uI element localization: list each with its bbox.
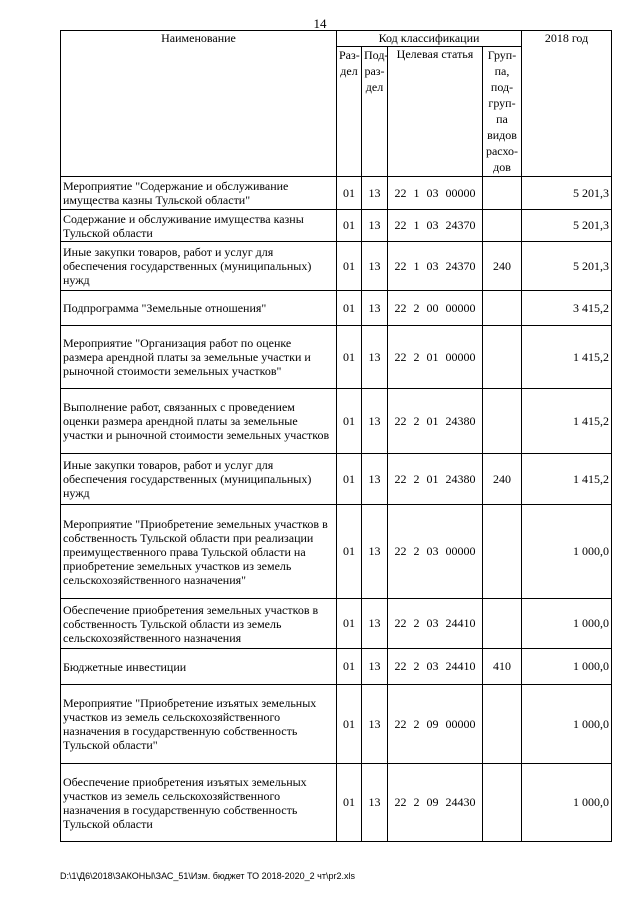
row-target: 22 2 01 00000	[388, 326, 483, 389]
row-amount: 1 415,2	[522, 454, 612, 505]
table-row	[61, 242, 612, 291]
header-target: Целевая статья	[388, 47, 483, 177]
table-row	[61, 389, 612, 454]
row-vr	[483, 389, 522, 454]
row-vr	[483, 505, 522, 599]
row-vr: 410	[483, 649, 522, 685]
row-amount: 1 000,0	[522, 764, 612, 842]
row-amount: 5 201,3	[522, 242, 612, 291]
row-name: Мероприятие "Приобретение земельных участков в собственность Тульской области при реализации преимущественного права Тульской области на приобретение земельных участков из земель сельскохозяйственного назначения"	[61, 505, 337, 599]
row-amount: 3 415,2	[522, 291, 612, 326]
row-podrazdel: 13	[362, 291, 388, 326]
row-razdel: 01	[337, 177, 362, 210]
row-amount: 1 000,0	[522, 599, 612, 649]
footer-file-path: D:\1\Д6\2018\ЗАКОНЫ\ЗАС_51\Изм. бюджет ТО 2018-2020_2 чт\pr2.xls	[60, 871, 355, 881]
row-razdel: 01	[337, 505, 362, 599]
row-podrazdel: 13	[362, 326, 388, 389]
row-razdel: 01	[337, 685, 362, 764]
row-podrazdel: 13	[362, 599, 388, 649]
table-row	[61, 326, 612, 389]
budget-table	[60, 30, 612, 842]
row-name: Мероприятие "Содержание и обслуживание имущества казны Тульской области"	[61, 177, 337, 210]
row-target: 22 2 03 24410	[388, 649, 483, 685]
row-razdel: 01	[337, 649, 362, 685]
header-code-group: Код классификации	[337, 31, 522, 47]
table-row	[61, 177, 612, 210]
row-target: 22 2 00 00000	[388, 291, 483, 326]
table-row	[61, 291, 612, 326]
row-name: Мероприятие "Приобретение изъятых земельных участков из земель сельскохозяйственного назначения в государственную собственность Тульской области"	[61, 685, 337, 764]
row-amount: 5 201,3	[522, 210, 612, 242]
table-row	[61, 210, 612, 242]
table-row	[61, 764, 612, 842]
row-amount: 1 000,0	[522, 649, 612, 685]
row-vr	[483, 764, 522, 842]
row-podrazdel: 13	[362, 389, 388, 454]
row-vr	[483, 326, 522, 389]
row-razdel: 01	[337, 326, 362, 389]
row-name: Иные закупки товаров, работ и услуг для обеспечения государственных (муниципальных) нужд	[61, 454, 337, 505]
row-vr: 240	[483, 454, 522, 505]
row-amount: 1 000,0	[522, 685, 612, 764]
header-name: Наименование	[61, 31, 337, 177]
table-header	[61, 31, 612, 177]
row-podrazdel: 13	[362, 177, 388, 210]
table-row	[61, 505, 612, 599]
row-podrazdel: 13	[362, 242, 388, 291]
row-podrazdel: 13	[362, 210, 388, 242]
row-razdel: 01	[337, 242, 362, 291]
row-podrazdel: 13	[362, 505, 388, 599]
row-amount: 1 415,2	[522, 326, 612, 389]
table-row	[61, 599, 612, 649]
row-razdel: 01	[337, 389, 362, 454]
row-target: 22 2 01 24380	[388, 454, 483, 505]
row-target: 22 2 09 24430	[388, 764, 483, 842]
row-vr	[483, 177, 522, 210]
row-target: 22 2 01 24380	[388, 389, 483, 454]
row-target: 22 1 03 24370	[388, 242, 483, 291]
row-razdel: 01	[337, 210, 362, 242]
row-podrazdel: 13	[362, 454, 388, 505]
row-name: Мероприятие "Организация работ по оценке размера арендной платы за земельные участки и рыночной стоимости земельных участков"	[61, 326, 337, 389]
header-podrazdel: Под- раз- дел	[362, 47, 388, 177]
row-razdel: 01	[337, 599, 362, 649]
row-razdel: 01	[337, 454, 362, 505]
row-vr	[483, 599, 522, 649]
row-vr	[483, 291, 522, 326]
row-name: Подпрограмма "Земельные отношения"	[61, 291, 337, 326]
page-number: 14	[313, 16, 327, 31]
row-name: Обеспечение приобретения изъятых земельных участков из земель сельскохозяйственного назначения в государственную собственность Тульской области	[61, 764, 337, 842]
table-row	[61, 685, 612, 764]
row-vr	[483, 210, 522, 242]
header-year: 2018 год	[522, 31, 612, 177]
row-amount: 1 000,0	[522, 505, 612, 599]
row-vr: 240	[483, 242, 522, 291]
row-vr	[483, 685, 522, 764]
header-group: Груп- па, под- груп- па видов расхо- дов	[483, 47, 522, 177]
row-podrazdel: 13	[362, 685, 388, 764]
row-target: 22 2 03 24410	[388, 599, 483, 649]
table-row	[61, 454, 612, 505]
row-razdel: 01	[337, 291, 362, 326]
header-razdel: Раз- дел	[337, 47, 362, 177]
row-target: 22 2 03 00000	[388, 505, 483, 599]
row-name: Выполнение работ, связанных с проведением оценки размера арендной платы за земельные участки и рыночной стоимости земельных участков	[61, 389, 337, 454]
row-name: Содержание и обслуживание имущества казны Тульской области	[61, 210, 337, 242]
row-name: Иные закупки товаров, работ и услуг для обеспечения государственных (муниципальных) нужд	[61, 242, 337, 291]
row-name: Бюджетные инвестиции	[61, 649, 337, 685]
table-row	[61, 649, 612, 685]
row-name: Обеспечение приобретения земельных участков в собственность Тульской области из земель сельскохозяйственного назначения	[61, 599, 337, 649]
row-target: 22 2 09 00000	[388, 685, 483, 764]
row-podrazdel: 13	[362, 649, 388, 685]
row-target: 22 1 03 00000	[388, 177, 483, 210]
row-amount: 1 415,2	[522, 389, 612, 454]
row-podrazdel: 13	[362, 764, 388, 842]
row-amount: 5 201,3	[522, 177, 612, 210]
row-target: 22 1 03 24370	[388, 210, 483, 242]
row-razdel: 01	[337, 764, 362, 842]
